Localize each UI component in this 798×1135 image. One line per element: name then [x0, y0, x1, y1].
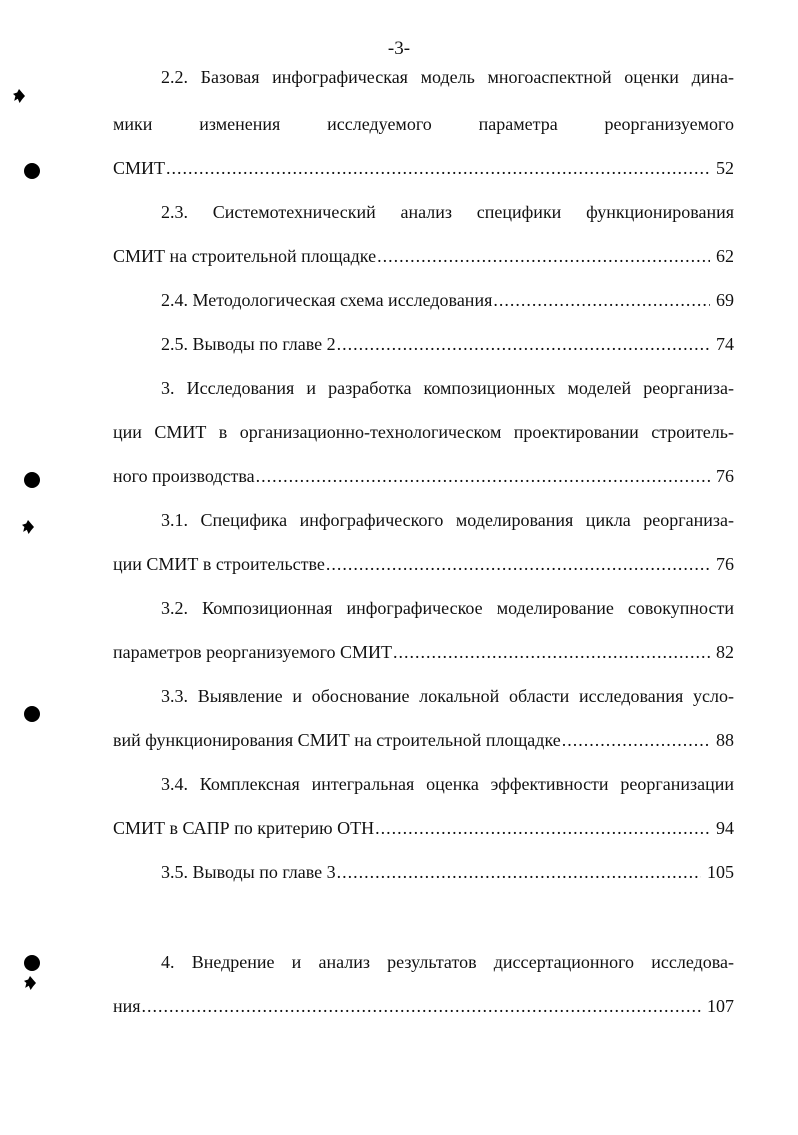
dot-leader: [142, 995, 701, 1017]
toc-entry-text: СМИТ в САПР по критерию ОТН: [113, 818, 375, 838]
binder-hole: [24, 472, 40, 488]
toc-entry-3-line: 3. Исследования и разработка композиционных моделей реорганиза-: [161, 378, 734, 398]
toc-entry-text: ния: [113, 996, 141, 1016]
dot-leader: [337, 333, 710, 355]
toc-page-number: 52: [716, 158, 734, 178]
toc-entry-2-3[interactable]: [113, 245, 734, 267]
toc-entry-3-line: ции СМИТ в организационно-технологическом проектировании строитель-: [113, 422, 734, 442]
dot-leader: [377, 245, 710, 267]
toc-entry-4[interactable]: [113, 995, 734, 1017]
toc-entry-2-2-line: мики изменения исследуемого параметра реорганизуемого: [113, 114, 734, 134]
scan-blot-mark: [24, 976, 36, 990]
toc-entry-4-line: 4. Внедрение и анализ результатов диссертационного исследова-: [161, 952, 734, 972]
toc-entry-2-2[interactable]: [113, 157, 734, 179]
toc-entry-3-1-line: 3.1. Специфика инфографического моделирования цикла реорганиза-: [161, 510, 734, 530]
page-number: -3-: [387, 38, 411, 59]
toc-entry-text: 3.5. Выводы по главе 3: [161, 862, 336, 882]
toc-page-number: 62: [716, 246, 734, 266]
toc-entry-3-4-line: 3.4. Комплексная интегральная оценка эффективности реорганизации: [161, 774, 734, 794]
dot-leader: [393, 641, 710, 663]
dot-leader: [326, 553, 710, 575]
toc-entry-text: СМИТ на строительной площадке: [113, 246, 377, 266]
binder-hole: [24, 163, 40, 179]
toc-page-number: 105: [707, 862, 734, 882]
toc-entry-text: вий функционирования СМИТ на строительной площадке: [113, 730, 561, 750]
toc-entry-3-5[interactable]: [161, 861, 734, 883]
scan-blot-mark: [22, 520, 34, 534]
toc-page-number: 107: [707, 996, 734, 1016]
toc-entry-2-4[interactable]: [161, 289, 734, 311]
toc-page-number: 82: [716, 642, 734, 662]
toc-entry-3-3-line: 3.3. Выявление и обоснование локальной области исследования усло-: [161, 686, 734, 706]
scan-blot-mark: [13, 89, 25, 103]
toc-entry-text: ции СМИТ в строительстве: [113, 554, 325, 574]
toc-entry-3-3[interactable]: [113, 729, 734, 751]
toc-entry-2-2-line: 2.2. Базовая инфографическая модель многоаспектной оценки дина-: [161, 67, 734, 87]
toc-entry-text: СМИТ: [113, 158, 166, 178]
dot-leader: [375, 817, 710, 839]
toc-page-number: 94: [716, 818, 734, 838]
toc-entry-3-4[interactable]: [113, 817, 734, 839]
dot-leader: [166, 157, 710, 179]
toc-entry-2-5[interactable]: [161, 333, 734, 355]
dot-leader: [493, 289, 710, 311]
binder-hole: [24, 955, 40, 971]
toc-entry-text: ного производства: [113, 466, 255, 486]
toc-entry-text: 2.5. Выводы по главе 2: [161, 334, 336, 354]
toc-entry-text: 2.4. Методологическая схема исследования: [161, 290, 493, 310]
binder-hole: [24, 706, 40, 722]
toc-entry-2-3-line: 2.3. Системотехнический анализ специфики функционирования: [161, 202, 734, 222]
dot-leader: [337, 861, 701, 883]
toc-entry-3-1[interactable]: [113, 553, 734, 575]
dot-leader: [256, 465, 710, 487]
toc-entry-3[interactable]: [113, 465, 734, 487]
toc-page-number: 88: [716, 730, 734, 750]
toc-page-number: 74: [716, 334, 734, 354]
toc-page-number: 76: [716, 466, 734, 486]
toc-entry-text: параметров реорганизуемого СМИТ: [113, 642, 393, 662]
toc-page-number: 76: [716, 554, 734, 574]
toc-page-number: 69: [716, 290, 734, 310]
dot-leader: [562, 729, 710, 751]
toc-entry-3-2[interactable]: [113, 641, 734, 663]
toc-entry-3-2-line: 3.2. Композиционная инфографическое моделирование совокупности: [161, 598, 734, 618]
